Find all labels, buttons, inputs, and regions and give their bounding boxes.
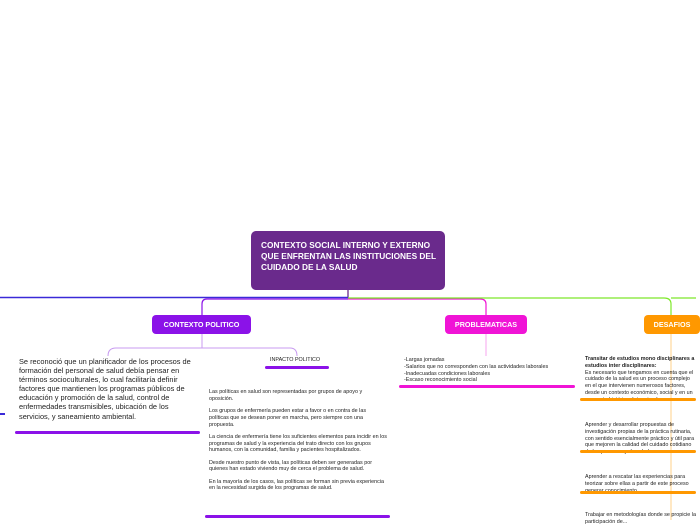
- impacto-paragraph: Desde nuestro punto de vista, las políticas deben ser generadas por quienes han estado viviendo muy de cerca el problema de salud.: [209, 459, 373, 473]
- desafio-item-underline: [580, 491, 696, 494]
- problematicas-item: -Inadecuadas condiciones laborales: [404, 370, 491, 377]
- impacto-politico-details-underline: [205, 515, 390, 518]
- desafio-item[interactable]: [585, 512, 696, 525]
- impacto-paragraph: La ciencia de enfermería tiene los suficientes elementos para incidir en los programas de salud y la experiencia del trato directo con los grupos humanos, con la comunidad, familia y pacientes hospitalizados.: [209, 433, 387, 454]
- contexto-politico-note-text: Se reconoció que un planificador de los procesos de formación del personal de salud debía pensar en términos socioculturales, lo cual facilitaría definir factores que mantienen los programas públicos de educación y promoción de la salud, control de enfermedades transmisibles, ubicación de los servicios, y saneamiento ambiental.: [19, 357, 191, 421]
- contexto-politico-note[interactable]: [19, 357, 199, 421]
- desafio-item[interactable]: [585, 422, 696, 448]
- impacto-paragraph: Las políticas en salud son representadas por grupos de apoyo y oposición.: [209, 389, 363, 402]
- branch-problematicas-label: PROBLEMATICAS: [454, 320, 518, 329]
- desafio-item-body: Aprender a rescatar las experiencias para teorizar sobre ellas a partir de este proceso: [585, 474, 689, 487]
- branch-problematicas[interactable]: [445, 315, 527, 334]
- desafio-item-body: Trabajar en metodologías donde se propicie la participación de...: [585, 512, 696, 525]
- central-topic[interactable]: [251, 231, 445, 290]
- impacto-politico-label: INPACTO POLITICO: [270, 357, 321, 363]
- branch-contexto-politico[interactable]: [152, 315, 251, 334]
- desafio-item[interactable]: [585, 474, 696, 488]
- central-topic-label: CONTEXTO SOCIAL INTERNO Y EXTERNO QUE ENFRENTAN LAS INSTITUCIONES DEL CUIDADO DE LA SALUD: [261, 240, 436, 272]
- branch-desafios[interactable]: [644, 315, 700, 334]
- desafio-item-title: Transitar de estudios mono disciplinares a estudios inter disciplinares:: [585, 356, 695, 369]
- desafio-item[interactable]: [585, 356, 696, 396]
- problematicas-item: -Largas jornadas: [404, 357, 445, 363]
- contexto-politico-note-underline: [15, 431, 200, 434]
- impacto-politico-topic[interactable]: [270, 357, 330, 364]
- desafio-item-body: Es necesario que tengamos en cuenta que el cuidado de la salud es un proceso complejo en el que intervienen numerosos factores, desde un contexto económico, social y en un: [585, 369, 694, 396]
- desafio-item-underline: [580, 398, 696, 401]
- impacto-politico-underline: [265, 366, 329, 369]
- desafio-item-underline: [580, 450, 696, 453]
- desafio-item-body: Aprender y desarrollar propuestas de investigación propias de la práctica rutinaria, con sentido esencialmente práctico y útil para que mejoren la calidad del cuidado cotidiano: [585, 422, 695, 449]
- impacto-paragraph: Los grupos de enfermería pueden estar a favor o en contra de las políticas que se desean poner en marcha, pero siempre con una propuesta.: [209, 407, 367, 428]
- problematicas-item: -Salarios que no corresponden con las actividades laborales: [404, 363, 549, 370]
- problematicas-item: -Escaso reconocimiento social: [404, 377, 477, 384]
- branch-desafios-label: DESAFIOS: [653, 320, 691, 329]
- branch-contexto-politico-label: CONTEXTO POLITICO: [163, 320, 240, 329]
- impacto-politico-details[interactable]: [209, 389, 387, 498]
- problematicas-underline: [399, 385, 575, 388]
- impacto-paragraph: En la mayoría de los casos, las políticas se forman sin previa experiencia en la necesidad surgida de los programas de salud.: [209, 478, 384, 492]
- problematicas-list[interactable]: [404, 357, 576, 384]
